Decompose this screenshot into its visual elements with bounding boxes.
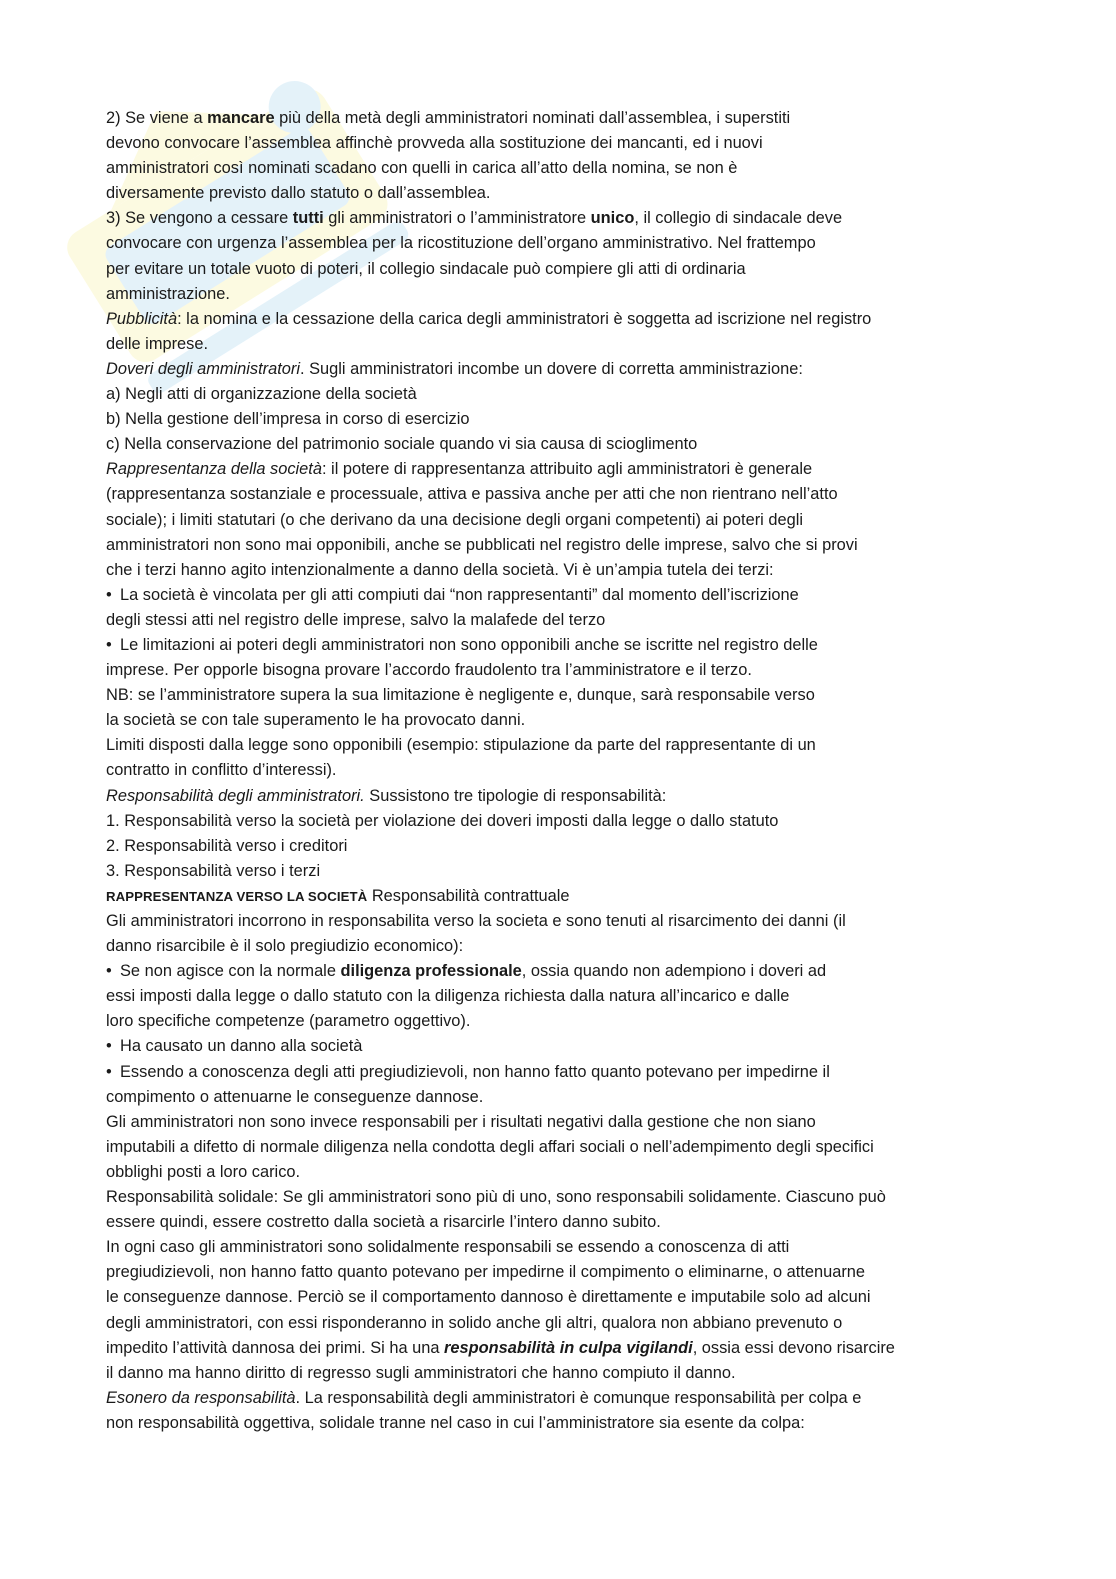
text-line (106, 834, 1006, 859)
text-run: . La responsabilità degli amministratori è comunque responsabilità per colpa e (295, 1388, 862, 1407)
text-line (106, 1110, 1006, 1135)
text-line (106, 1060, 1006, 1085)
text-line (106, 332, 1006, 357)
text-run: amministratori così nominati scadano con quelli in carica all’atto della nomina, se non è (106, 159, 738, 178)
text-run: che i terzi hanno agito intenzionalmente a danno della società. Vi è un’ampia tutela dei terzi: (106, 560, 774, 579)
text-run: NB: se l’amministratore supera la sua limitazione è negligente e, dunque, sarà responsabile verso (106, 686, 815, 705)
text-line (106, 206, 1006, 231)
text-run: imprese. Per opporle bisogna provare l’accordo fraudolento tra l’amministratore e il terzo. (106, 661, 752, 680)
text-line (106, 1260, 1006, 1285)
bold-text: unico (590, 209, 635, 228)
text-line (106, 1411, 1006, 1436)
italic-heading: Esonero da responsabilità (106, 1388, 296, 1407)
text-line (106, 508, 1006, 533)
text-line (106, 859, 1006, 884)
text-run: impedito l’attività dannosa dei primi. Si ha una (106, 1338, 445, 1357)
text-run: devono convocare l’assemblea affinchè provveda alla sostituzione dei mancanti, ed i nuovi (106, 134, 763, 153)
text-line (106, 382, 1006, 407)
text-line (106, 558, 1006, 583)
text-run: amministrazione. (106, 284, 230, 303)
text-line (106, 1135, 1006, 1160)
text-run: , ossia essi devono risarcire (692, 1338, 895, 1357)
text-line (106, 633, 1006, 658)
text-run: compimento o attenuarne le conseguenze dannose. (106, 1087, 484, 1106)
text-line (106, 1361, 1006, 1386)
text-line (106, 934, 1006, 959)
text-run: essi imposti dalla legge o dallo statuto con la diligenza richiesta dalla natura all’incarico e dalle (106, 987, 790, 1006)
text-line (106, 432, 1006, 457)
text-line (106, 733, 1006, 758)
text-line (106, 307, 1006, 332)
text-line (106, 407, 1006, 432)
text-run: La società è vincolata per gli atti compiuti dai “non rappresentanti” dal momento dell’iscrizione (120, 585, 799, 604)
text-run: a) Negli atti di organizzazione della società (106, 385, 417, 404)
small-caps-heading: RAPPRESENTANZA VERSO LA SOCIETÀ (106, 888, 368, 904)
text-run: per evitare un totale vuoto di poteri, il collegio sindacale può compiere gli atti di ordinaria (106, 259, 746, 278)
text-line (106, 1311, 1006, 1336)
bullet-icon: • (106, 585, 112, 604)
bullet-icon: • (106, 1037, 112, 1056)
text-line (106, 608, 1006, 633)
text-run: : la nomina e la cessazione della carica degli amministratori è soggetta ad iscrizione nel registro (177, 309, 872, 328)
text-run: degli stessi atti nel registro delle imprese, salvo la malafede del terzo (106, 610, 606, 629)
text-run: delle imprese. (106, 334, 209, 353)
text-run: 3) Se vengono a cessare (106, 209, 293, 228)
text-run: amministratori non sono mai opponibili, anche se pubblicati nel registro delle imprese, salvo che si provi (106, 535, 858, 554)
text-run: Sussistono tre tipologie di responsabilità: (364, 786, 667, 805)
text-line (106, 1085, 1006, 1110)
text-run: pregiudizievoli, non hanno fatto quanto potevano per impedirne il compimento o eliminarne, o attenuarne (106, 1263, 866, 1282)
text-run: Se non agisce con la normale (120, 962, 341, 981)
text-run: In ogni caso gli amministratori sono solidalmente responsabili se essendo a conoscenza di atti (106, 1238, 790, 1257)
text-line (106, 282, 1006, 307)
text-line (106, 1009, 1006, 1034)
text-run: , ossia quando non adempiono i doveri ad (521, 962, 827, 981)
text-run: le conseguenze dannose. Perciò se il comportamento dannoso è direttamente e imputabile solo ad alcuni (106, 1288, 871, 1307)
bullet-icon: • (106, 962, 112, 981)
text-run: Le limitazioni ai poteri degli amministratori non sono opponibili anche se iscritte nel registro delle (120, 635, 818, 654)
text-run: sociale); i limiti statutari (o che derivano da una decisione degli organi competenti) ai poteri degli (106, 510, 803, 529)
bullet-icon: • (106, 635, 112, 654)
text-run: . Sugli amministratori incombe un dovere di corretta amministrazione: (300, 359, 803, 378)
text-run: Ha causato un danno alla società (120, 1037, 363, 1056)
bold-text: diligenza professionale (340, 962, 522, 981)
text-line (106, 1285, 1006, 1310)
text-line (106, 1386, 1006, 1411)
text-run: loro specifiche competenze (parametro oggettivo). (106, 1012, 471, 1031)
text-line (106, 457, 1006, 482)
text-line (106, 1336, 1006, 1361)
text-run: più della metà degli amministratori nominati dall’assemblea, i superstiti (274, 109, 791, 127)
text-run: non responsabilità oggettiva, solidale tranne nel caso in cui l’amministratore sia esente da colpa: (106, 1413, 805, 1432)
text-run: b) Nella gestione dell’impresa in corso di esercizio (106, 410, 470, 429)
bold-text: mancare (207, 109, 275, 127)
text-run: Limiti disposti dalla legge sono opponibili (esempio: stipulazione da parte del rappresentante di un (106, 736, 816, 755)
text-line (106, 809, 1006, 834)
text-run: 3. Responsabilità verso i terzi (106, 861, 321, 880)
text-run: Responsabilità contrattuale (367, 886, 570, 905)
text-line (106, 181, 1006, 206)
text-run: 1. Responsabilità verso la società per violazione dei doveri imposti dalla legge o dallo statuto (106, 811, 779, 830)
text-line (106, 1210, 1006, 1235)
text-line (106, 1185, 1006, 1210)
text-run: 2. Responsabilità verso i creditori (106, 836, 348, 855)
text-line (106, 357, 1006, 382)
text-line (106, 959, 1006, 984)
text-run: contratto in conflitto d’interessi). (106, 761, 337, 780)
text-line (106, 909, 1006, 934)
bold-italic-text: responsabilità in culpa vigilandi (444, 1338, 693, 1357)
text-line (106, 106, 1006, 131)
text-run: c) Nella conservazione del patrimonio sociale quando vi sia causa di scioglimento (106, 435, 698, 454)
text-run: essere quindi, essere costretto dalla società a risarcirle l’intero danno subito. (106, 1213, 661, 1232)
text-run: Essendo a conoscenza degli atti pregiudizievoli, non hanno fatto quanto potevano per impedirne il (120, 1062, 830, 1081)
text-run: (rappresentanza sostanziale e processuale, attiva e passiva anche per atti che non rientrano nell’atto (106, 485, 838, 504)
text-line (106, 131, 1006, 156)
text-line (106, 231, 1006, 256)
text-line (106, 708, 1006, 733)
text-run: danno risarcibile è il solo pregiudizio economico): (106, 937, 464, 956)
text-run: diversamente previsto dallo statuto o dall’assemblea. (106, 184, 491, 203)
text-run: Gli amministratori non sono invece responsabili per i risultati negativi dalla gestione che non siano (106, 1112, 816, 1131)
text-run: imputabili a difetto di normale diligenza nella condotta degli affari sociali o nell’adempimento degli specifici (106, 1137, 874, 1156)
italic-heading: Rappresentanza della società (106, 460, 322, 479)
text-line (106, 533, 1006, 558)
italic-heading: Responsabilità degli amministratori. (106, 786, 365, 805)
document-page (106, 106, 1006, 1436)
text-run: : il potere di rappresentanza attribuito agli amministratori è generale (321, 460, 813, 479)
text-line (106, 884, 1006, 909)
italic-heading: Doveri degli amministratori (106, 359, 301, 378)
text-run: , il collegio di sindacale deve (634, 209, 843, 228)
text-run: Gli amministratori incorrono in responsabilita verso la societa e sono tenuti al risarcimento dei danni (il (106, 912, 846, 930)
text-line (106, 658, 1006, 683)
bold-text: tutti (292, 209, 324, 228)
bullet-icon: • (106, 1062, 112, 1081)
text-line (106, 482, 1006, 507)
italic-heading: Pubblicità (106, 309, 178, 328)
text-run: Responsabilità solidale: Se gli amministratori sono più di uno, sono responsabili solidamente. Ciascuno può (106, 1188, 886, 1207)
text-line (106, 758, 1006, 783)
text-run: la società se con tale superamento le ha provocato danni. (106, 711, 526, 730)
text-line (106, 784, 1006, 809)
text-line (106, 1034, 1006, 1059)
text-run: il danno ma hanno diritto di regresso sugli amministratori che hanno compiuto il danno. (106, 1363, 736, 1382)
text-run: obblighi posti a loro carico. (106, 1162, 301, 1181)
text-line (106, 984, 1006, 1009)
text-run: degli amministratori, con essi risponderanno in solido anche gli altri, qualora non abbiano prevenuto o (106, 1313, 843, 1332)
text-line (106, 683, 1006, 708)
text-line (106, 156, 1006, 181)
text-run: convocare con urgenza l’assemblea per la ricostituzione dell’organo amministrativo. Nel frattempo (106, 234, 816, 253)
text-run: 2) Se viene a (106, 109, 208, 127)
text-line (106, 1160, 1006, 1185)
text-line (106, 257, 1006, 282)
text-line (106, 1235, 1006, 1260)
text-run: gli amministratori o l’amministratore (323, 209, 591, 228)
text-line (106, 583, 1006, 608)
